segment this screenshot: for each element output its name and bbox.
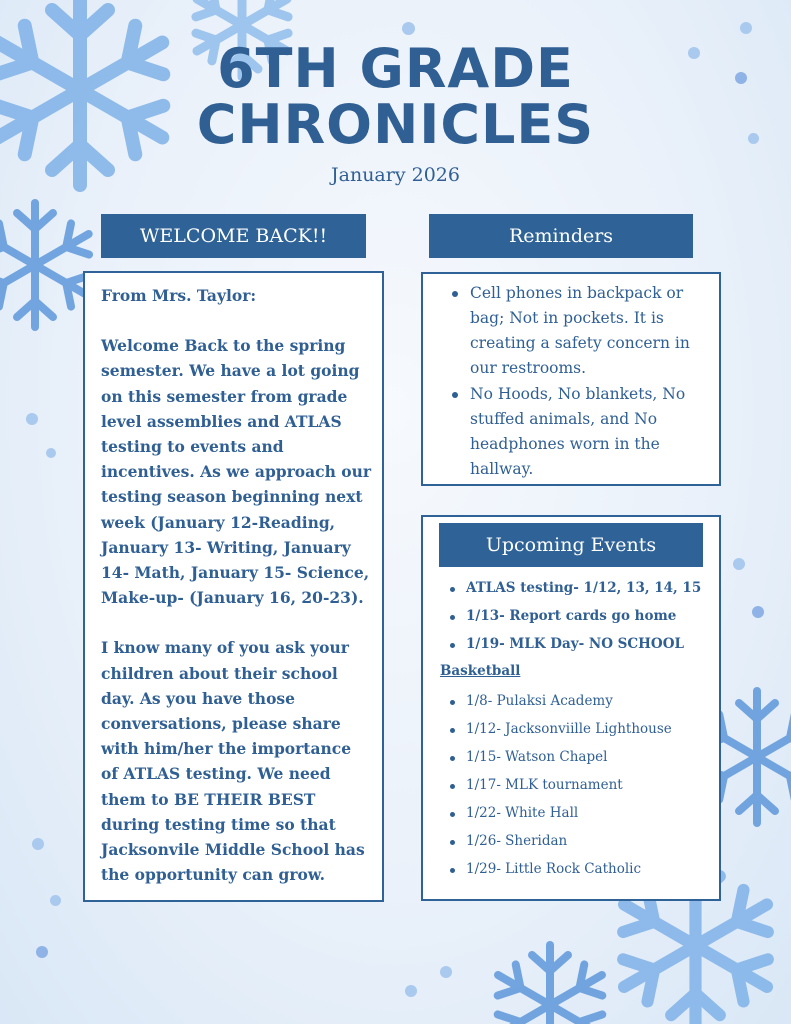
basketball-game: 1/29- Little Rock Catholic: [446, 861, 641, 877]
welcome-greeting: From Mrs. Taylor:: [101, 286, 257, 305]
events-heading: Upcoming Events: [439, 523, 703, 567]
decor-dot: [46, 448, 56, 458]
decor-dot: [740, 22, 752, 34]
basketball-game: 1/12- Jacksonviille Lighthouse: [446, 721, 672, 737]
basketball-game: 1/26- Sheridan: [446, 833, 567, 849]
welcome-paragraph-1: Welcome Back to the spring semester. We have a lot going on this semester from grade level assemblies and ATLAS testing to events and incentives. As we approach our testing season beginning next week (January 12-Reading, January 13- Writing, January 14- Math, January 15- Science, Make-up- (January 16, 20-23).: [101, 336, 372, 608]
decor-dot: [733, 558, 745, 570]
event-item: ATLAS testing- 1/12, 13, 14, 15: [446, 580, 701, 596]
basketball-game: 1/17- MLK tournament: [446, 777, 623, 793]
basketball-game: 1/15- Watson Chapel: [446, 749, 607, 765]
title-line-2: CHRONICLES: [196, 93, 595, 156]
snowflake-bottom-center-icon: [480, 935, 620, 1024]
event-item: 1/19- MLK Day- NO SCHOOL: [446, 636, 684, 652]
decor-dot: [405, 985, 417, 997]
basketball-label: Basketball: [440, 663, 521, 679]
decor-dot: [50, 895, 61, 906]
reminders-heading: Reminders: [429, 214, 693, 258]
reminder-item: No Hoods, No blankets, No stuffed animals, and No headphones worn in the hallway.: [446, 382, 706, 482]
event-item: 1/13- Report cards go home: [446, 608, 676, 624]
decor-dot: [752, 606, 764, 618]
reminders-list: [446, 281, 706, 483]
decor-dot: [440, 966, 452, 978]
title-line-1: 6TH GRADE: [217, 37, 574, 100]
welcome-paragraph-2: I know many of you ask your children about their school day. As you have those conversations, please share with him/her the importance of ATLAS testing. We need them to BE THEIR BEST during testing time so that Jacksonvile Middle School has the opportunity can grow.: [101, 638, 365, 885]
decor-dot: [402, 22, 415, 35]
basketball-game: 1/8- Pulaksi Academy: [446, 693, 613, 709]
decor-dot: [36, 946, 48, 958]
decor-dot: [26, 413, 38, 425]
reminder-item: Cell phones in backpack or bag; Not in pockets. It is creating a safety concern in our restrooms.: [446, 281, 706, 381]
welcome-letter: [101, 283, 373, 912]
welcome-heading: WELCOME BACK!!: [101, 214, 366, 258]
issue-date: January 2026: [331, 164, 460, 186]
decor-dot: [32, 838, 44, 850]
basketball-game: 1/22- White Hall: [446, 805, 578, 821]
snowflake-right-icon: [712, 672, 791, 842]
